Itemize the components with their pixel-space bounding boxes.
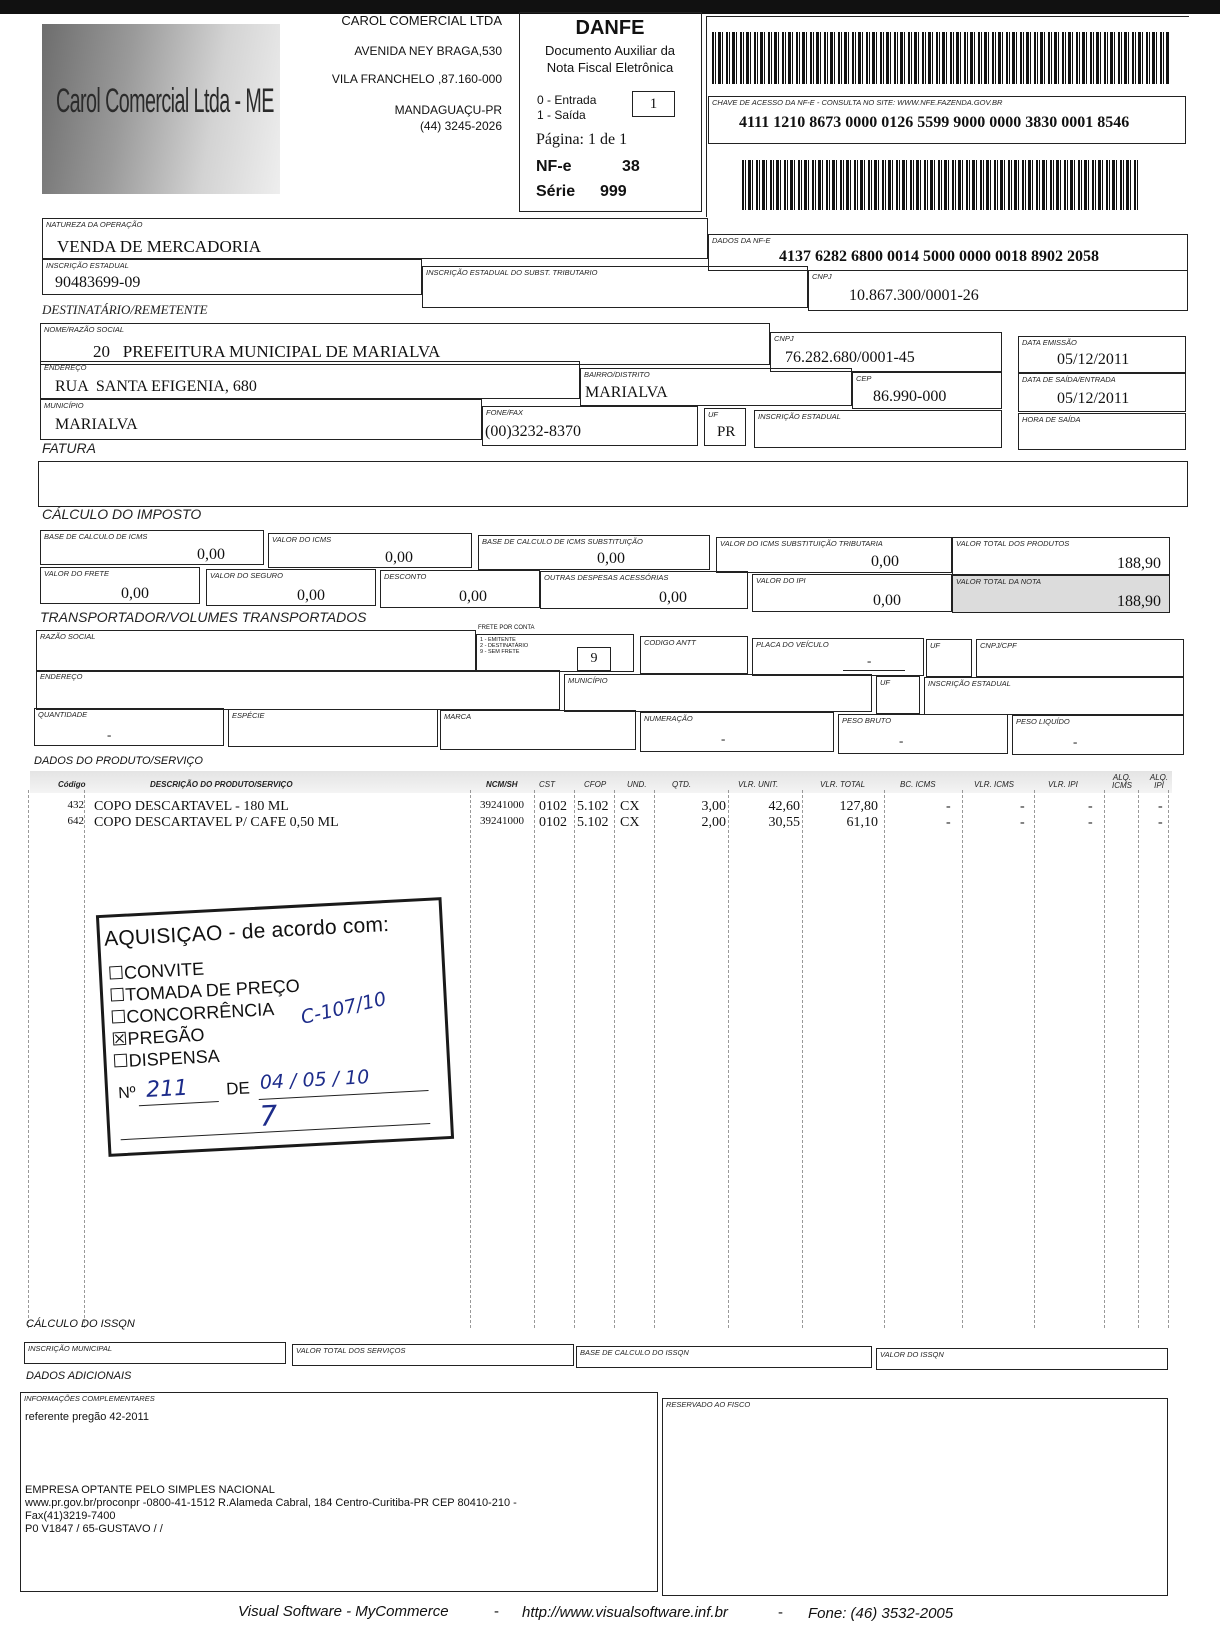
transp-razao-box	[36, 630, 476, 672]
col-sep	[962, 790, 963, 1328]
col-sep	[1168, 790, 1169, 1328]
dest-bairro-value: MARIALVA	[585, 384, 668, 401]
cell-qtd: 2,00	[701, 815, 726, 830]
issuer-address: AVENIDA NEY BRAGA,530	[354, 44, 502, 58]
table-row	[0, 799, 1220, 815]
dest-bairro-label: BAIRRO/DISTRITO	[584, 370, 650, 379]
stamp-option: ☐DISPENSA	[112, 1045, 221, 1072]
base-issqn-label: BASE DE CALCULO DO ISSQN	[580, 1348, 689, 1357]
stamp-option: ☐CONCORRÊNCIA	[109, 999, 275, 1028]
dest-cnpj-box	[770, 332, 1002, 372]
transp-uf-box	[926, 639, 972, 677]
dest-saida-value: 05/12/2011	[1057, 390, 1130, 407]
valor-issqn-box	[876, 1348, 1168, 1370]
frete-opt-2: 2 - DESTINATÁRIO	[480, 643, 529, 649]
dest-endereco-value: RUA SANTA EFIGENIA, 680	[55, 378, 257, 395]
nfe-number: 38	[622, 158, 640, 175]
transp-municipio-label: MUNICÍPIO	[568, 676, 608, 685]
checkbox-icon: ☐	[109, 1006, 127, 1028]
col-header-alq-ipi: ALQ. IPI	[1149, 773, 1169, 790]
natureza-box	[42, 218, 708, 259]
danfe-saida: 1 - Saída	[537, 108, 586, 122]
cell-ncm: 39241000	[480, 815, 524, 827]
valor-icms-box	[268, 533, 472, 568]
stamp-number-prefix: Nº	[117, 1084, 137, 1103]
col-sep	[654, 790, 655, 1328]
transp-municipio-box	[564, 674, 872, 712]
stamp-de: DE	[225, 1078, 251, 1099]
frete-label: VALOR DO FRETE	[44, 569, 110, 578]
dest-endereco-box	[40, 361, 580, 399]
fisco-label: RESERVADO AO FISCO	[666, 1400, 751, 1409]
frete-value: 0,00	[121, 585, 149, 602]
transp-razao-label: RAZÃO SOCIAL	[40, 632, 96, 641]
total-nota-box	[952, 575, 1170, 613]
base-icms-value: 0,00	[197, 546, 225, 563]
dest-emissao-box	[1018, 336, 1186, 373]
col-header-vlr-total: VLR. TOTAL	[820, 780, 866, 789]
dest-uf-value: PR	[717, 424, 736, 440]
danfe-subtitle-1: Documento Auxiliar da	[544, 43, 676, 58]
dados-nfe-label: DADOS DA NF-E	[712, 236, 771, 245]
col-header-descricao: DESCRIÇÃO DO PRODUTO/SERVIÇO	[150, 780, 293, 789]
icms-st-box	[716, 537, 952, 573]
transp-endereco-box	[36, 670, 560, 710]
ie-st-box	[422, 266, 808, 308]
transporte-section-title: TRANSPORTADOR/VOLUMES TRANSPORTADOS	[40, 609, 367, 625]
numeracao-value: -	[721, 731, 726, 746]
stamp-handwritten-mark: 7	[258, 1099, 279, 1133]
table-row	[0, 815, 1220, 831]
cell-qtd: 3,00	[701, 799, 726, 814]
dest-uf-box	[704, 408, 746, 446]
cell-alq-ipi: -	[1158, 815, 1163, 830]
base-icms-label: BASE DE CALCULO DE ICMS	[44, 532, 148, 541]
qtd-label: QUANTIDADE	[38, 710, 88, 719]
cell-cfop: 5.102	[577, 799, 609, 814]
cell-vlr-unit: 30,55	[768, 815, 800, 830]
outras-label: OUTRAS DESPESAS ACESSÓRIAS	[544, 573, 669, 582]
dest-hora-label: HORA DE SAÍDA	[1022, 415, 1081, 424]
cell-descricao: COPO DESCARTAVEL P/ CAFE 0,50 ML	[94, 815, 339, 830]
dest-municipio-value: MARIALVA	[55, 416, 138, 433]
placa-value: -	[867, 653, 872, 668]
total-produtos-value: 188,90	[1117, 555, 1161, 572]
ipi-value: 0,00	[873, 592, 901, 609]
dest-emissao-value: 05/12/2011	[1057, 351, 1130, 368]
acquisition-stamp	[96, 897, 454, 1157]
issuer-name: CAROL COMERCIAL LTDA	[341, 13, 502, 28]
col-sep	[614, 790, 615, 1328]
barcode-top	[712, 32, 1170, 84]
fatura-box	[38, 461, 1188, 507]
peso-liquido-box	[1012, 715, 1184, 755]
stamp-number: 211	[145, 1075, 189, 1103]
dest-nome-box	[40, 323, 770, 365]
cell-vlr-unit: 42,60	[768, 799, 800, 814]
valor-issqn-label: VALOR DO ISSQN	[880, 1350, 944, 1359]
adicionais-section-title: DADOS ADICIONAIS	[26, 1370, 132, 1382]
stamp-title: AQUISIÇAO - de acordo com:	[103, 912, 390, 951]
dest-fone-value: (00)3232-8370	[485, 423, 581, 440]
checkbox-icon: ☐	[107, 962, 125, 984]
info-line: EMPRESA OPTANTE PELO SIMPLES NACIONAL	[25, 1484, 275, 1496]
antt-box	[640, 636, 748, 674]
dados-nfe-value: 4137 6282 6800 0014 5000 0000 0018 8902 2058	[779, 248, 1099, 265]
produtos-section-title: DADOS DO PRODUTO/SERVIÇO	[34, 755, 203, 767]
seguro-value: 0,00	[297, 587, 325, 604]
fatura-section-title: FATURA	[42, 440, 96, 456]
info-line: P0 V1847 / 65-GUSTAVO / /	[25, 1523, 163, 1535]
dest-cep-label: CEP	[856, 374, 872, 383]
transp-uf2-label: UF	[880, 678, 890, 687]
footer-software: Visual Software - MyCommerce	[238, 1603, 449, 1620]
ie-box	[42, 259, 422, 295]
qtd-value: -	[107, 727, 112, 742]
col-header-qtd: QTD.	[672, 780, 692, 789]
cell-descricao: COPO DESCARTAVEL - 180 ML	[94, 799, 289, 814]
cell-vlr-total: 61,10	[846, 815, 878, 830]
dest-municipio-box	[40, 399, 482, 440]
danfe-pagina: Página: 1 de 1	[536, 131, 628, 148]
dest-cnpj-label: CNPJ	[774, 334, 794, 343]
natureza-label: NATUREZA DA OPERAÇÃO	[46, 220, 143, 229]
checkbox-icon: ☐	[108, 984, 126, 1006]
checked-checkbox-icon: ☒	[110, 1028, 129, 1050]
issuer-phone: (44) 3245-2026	[419, 119, 502, 133]
desconto-box	[380, 570, 540, 608]
col-header-und: UND.	[627, 780, 647, 789]
barcode-bottom	[742, 160, 1140, 210]
frete-conta-box	[476, 634, 634, 672]
dest-saida-label: DATA DE SAÍDA/ENTRADA	[1022, 375, 1116, 384]
total-produtos-label: VALOR TOTAL DOS PRODUTOS	[956, 539, 1070, 548]
dest-uf-label: UF	[708, 410, 718, 419]
stamp-option-checked: ☒PREGÃO	[110, 1024, 206, 1050]
col-sep	[728, 790, 729, 1328]
col-header-ncm: NCM/SH	[486, 780, 518, 789]
dest-bairro-box	[580, 368, 852, 406]
serie-label: Série	[536, 183, 576, 200]
col-sep	[470, 790, 471, 1328]
im-label: INSCRIÇÃO MUNICIPAL	[28, 1344, 113, 1353]
issuer-city: MANDAGUAÇU-PR	[394, 103, 502, 117]
dest-cep-box	[852, 372, 1002, 409]
cell-bc-icms: -	[946, 815, 951, 830]
outras-value: 0,00	[659, 589, 687, 606]
col-sep	[802, 790, 803, 1328]
issuer-cnpj-label: CNPJ	[812, 272, 832, 281]
danfe-title: DANFE	[575, 17, 645, 39]
valor-icms-label: VALOR DO ICMS	[272, 535, 332, 544]
transp-endereco-label: ENDEREÇO	[40, 672, 83, 681]
peso-bruto-value: -	[899, 733, 904, 748]
frete-opt-3: 9 - SEM FRETE	[480, 649, 520, 655]
seguro-box	[206, 569, 376, 606]
dest-cnpj-value: 76.282.680/0001-45	[785, 349, 915, 366]
access-key-value: 4111 1210 8673 0000 0126 5599 9000 0000 3830 0001 8546	[739, 114, 1130, 131]
total-produtos-box	[952, 537, 1170, 575]
info-line: www.pr.gov.br/proconpr -0800-41-1512 R.Alameda Cabral, 184 Centro-Curitiba-PR CEP 80410-210 -	[25, 1497, 517, 1509]
frete-conta-value: 9	[577, 647, 611, 671]
placa-label: PLACA DO VEÍCULO	[756, 640, 829, 649]
company-logo	[42, 24, 280, 194]
transp-cnpj-box	[976, 639, 1184, 677]
cell-cst: 0102	[539, 815, 567, 830]
ipi-box	[752, 574, 952, 612]
natureza-value: VENDA DE MERCADORIA	[57, 237, 261, 256]
col-sep	[534, 790, 535, 1328]
dest-fone-box	[482, 406, 698, 446]
footer-separator: -	[494, 1603, 499, 1620]
desconto-value: 0,00	[459, 588, 487, 605]
col-sep	[28, 790, 29, 1328]
icms-st-value: 0,00	[871, 553, 899, 570]
issuer-cnpj-value: 10.867.300/0001-26	[849, 287, 979, 304]
numeracao-label: NUMERAÇÃO	[644, 714, 693, 723]
icms-st-label: VALOR DO ICMS SUBSTITUIÇÃO TRIBUTARIA	[720, 539, 883, 548]
destinatario-section-title: DESTINATÁRIO/REMETENTE	[42, 302, 208, 317]
danfe-tipo-box: 1	[632, 91, 675, 117]
cell-cfop: 5.102	[577, 815, 609, 830]
footer-separator: -	[778, 1604, 783, 1621]
especie-label: ESPÉCIE	[232, 711, 265, 720]
danfe-box	[519, 12, 702, 212]
peso-liquido-label: PESO LIQUÍDO	[1016, 717, 1070, 726]
issuer-cnpj-box	[808, 270, 1188, 311]
info-line: referente pregão 42-2011	[25, 1411, 149, 1423]
dest-nome-value: 20 PREFEITURA MUNICIPAL DE MARIALVA	[93, 342, 441, 361]
marca-box	[440, 710, 636, 750]
ie-label: INSCRIÇÃO ESTADUAL	[46, 261, 129, 270]
peso-bruto-box	[838, 714, 1008, 754]
danfe-subtitle-2: Nota Fiscal Eletrônica	[546, 60, 674, 75]
dest-emissao-label: DATA EMISSÃO	[1022, 338, 1077, 347]
nfe-label: NF-e	[536, 158, 572, 175]
stamp-option: ☐CONVITE	[107, 958, 205, 984]
cell-codigo: 432	[67, 799, 84, 811]
base-icms-st-label: BASE DE CALCULO DE ICMS SUBSTITUIÇÃO	[482, 537, 643, 546]
frete-box	[40, 567, 200, 604]
seguro-label: VALOR DO SEGURO	[210, 571, 283, 580]
placa-underline	[843, 670, 905, 671]
servicos-box	[292, 1344, 574, 1366]
especie-box	[228, 709, 438, 747]
info-complementares-box	[20, 1392, 658, 1592]
col-header-alq-icms: ALQ. ICMS	[1112, 773, 1132, 790]
cell-und: CX	[620, 799, 640, 814]
stamp-date: 04 / 05 / 10	[259, 1066, 370, 1094]
col-header-vlr-unit: VLR. UNIT.	[738, 780, 779, 789]
col-sep	[84, 790, 85, 1328]
col-sep	[884, 790, 885, 1328]
transp-ie-box	[924, 677, 1184, 715]
transp-cnpj-label: CNPJ/CPF	[980, 641, 1017, 650]
numeracao-box	[640, 712, 834, 752]
checkbox-icon: ☐	[112, 1050, 130, 1072]
desconto-label: DESCONTO	[384, 572, 427, 581]
cell-alq-ipi: -	[1158, 799, 1163, 814]
issqn-section-title: CÁLCULO DO ISSQN	[26, 1318, 135, 1330]
transp-ie-label: INSCRIÇÃO ESTADUAL	[928, 679, 1011, 688]
dest-hora-box	[1018, 413, 1186, 450]
fisco-box	[662, 1398, 1168, 1596]
cell-ncm: 39241000	[480, 799, 524, 811]
servicos-label: VALOR TOTAL DOS SERVIÇOS	[296, 1346, 406, 1355]
ipi-label: VALOR DO IPI	[756, 576, 806, 585]
valor-icms-value: 0,00	[385, 549, 413, 566]
col-sep	[574, 790, 575, 1328]
cell-bc-icms: -	[946, 799, 951, 814]
frete-opt-1: 1 - EMITENTE	[480, 637, 516, 643]
info-complementares-label: INFORMAÇÕES COMPLEMENTARES	[24, 1394, 155, 1403]
dest-cep-value: 86.990-000	[873, 388, 947, 405]
transp-uf-label: UF	[930, 641, 940, 650]
antt-label: CODIGO ANTT	[644, 638, 696, 647]
cell-vlr-icms: -	[1020, 815, 1025, 830]
issuer-district: VILA FRANCHELO ,87.160-000	[331, 72, 502, 86]
col-sep	[1034, 790, 1035, 1328]
danfe-entrada: 0 - Entrada	[537, 93, 597, 107]
col-sep	[1104, 790, 1105, 1328]
col-header-bc-icms: BC. ICMS	[900, 780, 936, 789]
access-key-box	[708, 96, 1186, 144]
footer-phone: Fone: (46) 3532-2005	[808, 1605, 954, 1622]
cell-und: CX	[620, 815, 640, 830]
ie-value: 90483699-09	[55, 274, 141, 291]
base-icms-st-box	[478, 535, 710, 570]
base-icms-box	[40, 530, 264, 565]
dest-ie-box	[754, 410, 1002, 448]
access-key-label: CHAVE DE ACESSO DA NF-E - CONSULTA NO SITE: WWW.NFE.FAZENDA.GOV.BR	[712, 98, 1003, 107]
col-sep	[1138, 790, 1139, 1328]
stamp-option: ☐TOMADA DE PREÇO	[108, 975, 301, 1006]
col-header-cst: CST	[539, 780, 555, 789]
dest-saida-box	[1018, 373, 1186, 412]
col-header-vlr-icms: VLR. ICMS	[974, 780, 1015, 789]
col-header-codigo: Código	[58, 780, 86, 789]
imposto-section-title: CÁLCULO DO IMPOSTO	[42, 506, 202, 522]
cell-vlr-icms: -	[1020, 799, 1025, 814]
ie-st-label: INSCRIÇÃO ESTADUAL DO SUBST. TRIBUTARIO	[426, 268, 598, 277]
cell-vlr-total: 127,80	[839, 799, 878, 814]
marca-label: MARCA	[444, 712, 472, 721]
cell-vlr-ipi: -	[1088, 799, 1093, 814]
cell-vlr-ipi: -	[1088, 815, 1093, 830]
peso-bruto-label: PESO BRUTO	[842, 716, 892, 725]
dest-endereco-label: ENDEREÇO	[44, 363, 87, 372]
dest-ie-label: INSCRIÇÃO ESTADUAL	[758, 412, 841, 421]
total-nota-value: 188,90	[1117, 593, 1161, 610]
base-issqn-box	[576, 1346, 872, 1368]
total-nota-label: VALOR TOTAL DA NOTA	[956, 577, 1042, 586]
im-box	[24, 1342, 286, 1364]
transp-uf2-box	[876, 676, 920, 714]
serie-number: 999	[600, 183, 627, 200]
info-line: Fax(41)3219-7400	[25, 1510, 116, 1522]
qtd-box	[34, 708, 224, 746]
logo-text: Carol Comercial Ltda - ME	[56, 82, 274, 120]
peso-liquido-value: -	[1073, 734, 1078, 749]
dest-nome-label: NOME/RAZÃO SOCIAL	[44, 325, 125, 334]
handwritten-reference: C-107/10	[298, 987, 389, 1029]
dest-municipio-label: MUNICÍPIO	[44, 401, 84, 410]
col-header-vlr-ipi: VLR. IPI	[1048, 780, 1078, 789]
dest-fone-label: FONE/FAX	[486, 408, 523, 417]
outras-box	[540, 571, 748, 609]
placa-box	[752, 638, 924, 676]
footer-url: http://www.visualsoftware.inf.br	[522, 1604, 728, 1621]
cell-codigo: 642	[67, 815, 84, 827]
cell-cst: 0102	[539, 799, 567, 814]
frete-conta-label: FRETE POR CONTA	[478, 625, 535, 631]
base-icms-st-value: 0,00	[597, 550, 625, 567]
col-header-cfop: CFOP	[584, 780, 607, 789]
